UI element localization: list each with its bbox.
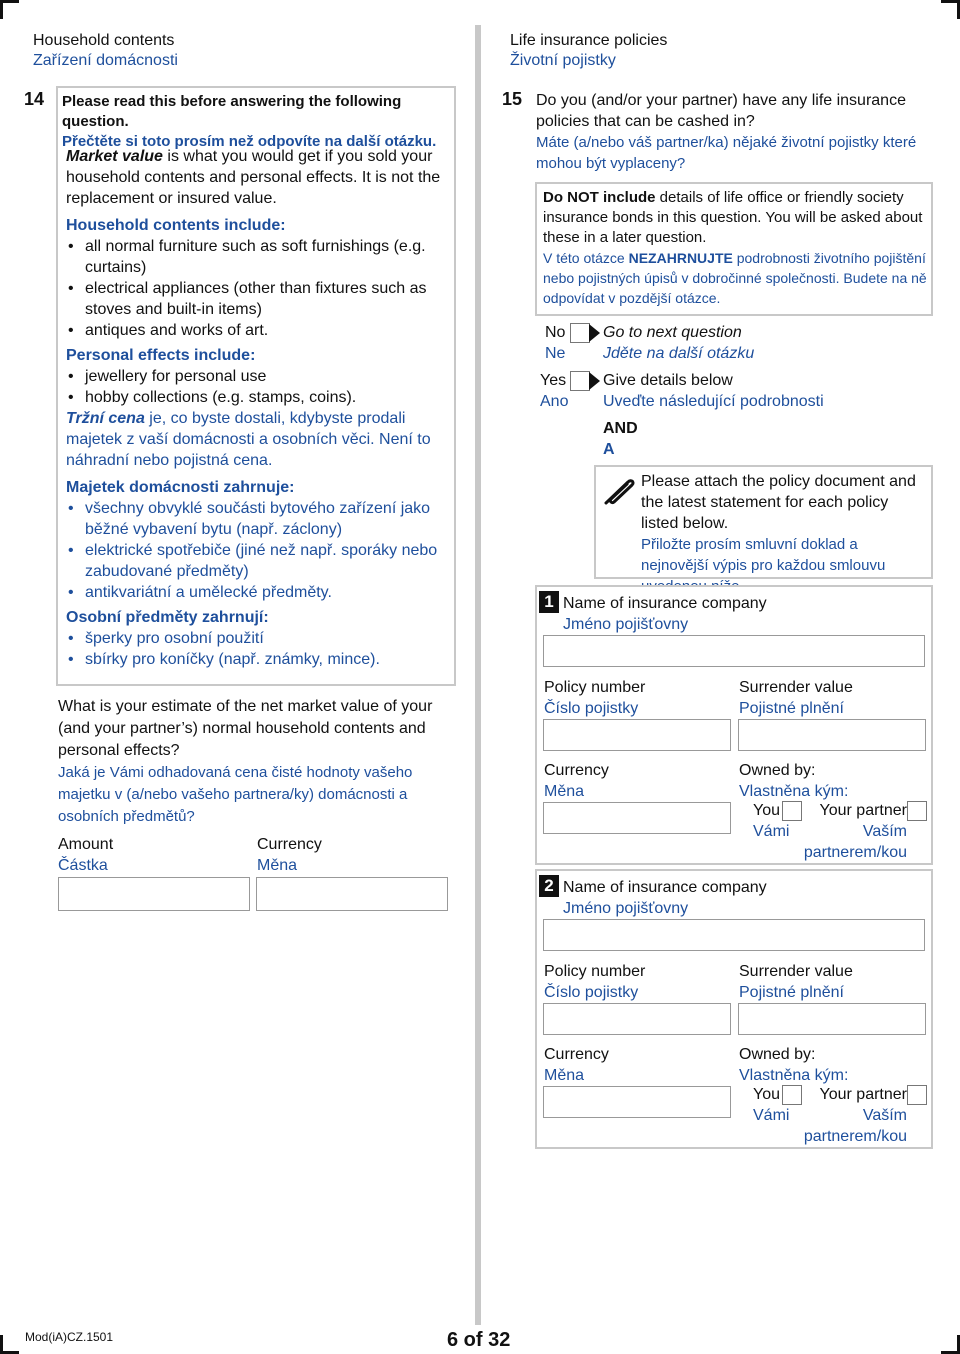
attach-panel: [594, 465, 933, 579]
yes-checkbox[interactable]: [570, 371, 602, 391]
you-label-cz: Vámi: [753, 823, 790, 840]
note-panel-15: [535, 182, 933, 316]
note-text: [543, 188, 927, 248]
info-panel-14: [56, 86, 456, 686]
list-item: • antikvariátní a umělecké předměty.: [66, 582, 446, 603]
note-cz-pre: V této otázce: [543, 250, 629, 266]
column-divider: [475, 25, 481, 1325]
note-bold: Do NOT include: [543, 189, 656, 206]
surrender-value-input[interactable]: [738, 719, 926, 751]
company-label: Name of insurance company: [563, 595, 767, 612]
question-text: What is your estimate of the net market value of your (and your partner’s) normal household contents and personal effects?: [58, 698, 433, 759]
currency-label: Currency: [544, 1046, 609, 1063]
no-action: Go to next question: [603, 324, 742, 341]
no-checkbox[interactable]: [570, 323, 602, 343]
policy-panel-2: [535, 869, 933, 1149]
owned-by-label-cz: Vlastněna kým:: [739, 783, 849, 800]
partner-label-cz-2: partnerem/kou: [803, 1128, 907, 1145]
list-item: • antiques and works of art.: [66, 320, 446, 341]
and-label-cz: A: [603, 441, 615, 458]
question-text-cz: Jaká je Vámi odhadovaná cena čisté hodnoty vašeho majetku v (a/nebo vašeho partnera/ky) domácnosti a osobních předmětů?: [58, 764, 413, 825]
crop-mark-top-right: [941, 0, 960, 19]
note-cz-bold: NEZAHRNUJTE: [628, 250, 733, 266]
market-value-text-cz: [66, 408, 446, 471]
note-rest: details of life office or friendly society insurance bonds in this question. You will be asked about these in a later question.: [543, 189, 923, 246]
paperclip-icon: [602, 477, 638, 507]
partner-label: Your partner: [819, 1086, 907, 1103]
company-input[interactable]: [543, 919, 925, 951]
list-item: • šperky pro osobní použití: [66, 628, 446, 649]
crop-mark-bottom-left: [0, 1335, 19, 1354]
question-text-cz: Máte (a/nebo váš partner/ka) nějaké životní pojistky které mohou být vyplaceny?: [536, 134, 917, 172]
company-input[interactable]: [543, 635, 925, 667]
currency-input[interactable]: [543, 802, 731, 834]
currency-label-cz: Měna: [544, 783, 585, 800]
partner-label-cz: Vaším: [862, 1107, 907, 1124]
currency-label: Currency: [544, 762, 609, 779]
yes-label-cz: Ano: [540, 393, 569, 410]
policy-number-label-cz: Číslo pojistky: [544, 984, 639, 1001]
arrow-right-icon: [589, 324, 600, 342]
list-item: • všechny obvyklé součásti bytového zařízení jako běžné vybavení bytu (např. záclony): [66, 498, 446, 540]
left-section-header: [33, 31, 178, 71]
partner-label-cz: Vaším: [862, 823, 907, 840]
personal-list: [66, 366, 446, 408]
yes-action-cz: Uveďte následující podrobnosti: [603, 393, 824, 410]
policy-number-tag: 2: [539, 875, 559, 897]
question-text: Do you (and/or your partner) have any life insurance policies that can be cashed in?: [536, 92, 906, 130]
note-cz-rest: podrobnosti životního pojištění nebo pojistných úpisů v dobročinné společnosti. Budete na ně odpovídat v pozdější otázce.: [543, 250, 927, 306]
yes-action: Give details below: [603, 372, 733, 389]
household-heading-cz: Majetek domácnosti zahrnuje:: [66, 479, 295, 496]
owned-by-label: Owned by:: [739, 1046, 816, 1063]
arrow-right-icon: [589, 372, 600, 390]
personal-list-cz: [66, 628, 446, 670]
market-value-term-cz: Tržní cena: [66, 410, 145, 427]
note-text-cz: [543, 248, 927, 308]
policy-number-label: Policy number: [544, 963, 646, 980]
currency-label: Currency: [257, 836, 322, 853]
personal-heading: Personal effects include:: [66, 347, 256, 364]
form-code: Mod(iA)CZ.1501: [25, 1330, 114, 1344]
policy-number-input[interactable]: [543, 1003, 731, 1035]
owned-by-label-cz: Vlastněna kým:: [739, 1067, 849, 1084]
market-value-definition-cz: je, co byste dostali, kdybyste prodali majetek z vaší domácnosti a osobních věci. Není to náhradní nebo pojistná cena.: [66, 410, 431, 469]
owned-by-label: Owned by:: [739, 762, 816, 779]
yes-label: Yes: [540, 372, 567, 389]
personal-heading-cz: Osobní předměty zahrnují:: [66, 609, 269, 626]
section-title-cz: Zařízení domácnosti: [33, 52, 178, 69]
list-item: • elektrické spotřebiče (jiné než např. sporáky nebo zabudované předměty): [66, 540, 446, 582]
right-section-header: [510, 31, 667, 71]
crop-mark-bottom-right: [941, 1335, 960, 1354]
company-label: Name of insurance company: [563, 879, 767, 896]
section-title: Household contents: [33, 32, 175, 49]
question-number-15: 15: [502, 89, 523, 109]
you-label: You: [753, 1086, 780, 1103]
page-number: 6 of 32: [447, 1329, 511, 1351]
intro-text: Please read this before answering the following question.: [62, 93, 402, 130]
list-item: • jewellery for personal use: [66, 366, 446, 387]
owned-partner-checkbox[interactable]: [907, 1085, 927, 1105]
company-label-cz: Jméno pojišťovny: [563, 900, 689, 917]
no-action-cz: Jděte na další otázku: [603, 345, 755, 362]
amount-input[interactable]: [58, 877, 250, 911]
intro-text-cz: Přečtěte si toto prosím než odpovíte na další otázku.: [62, 133, 437, 150]
list-item: • hobby collections (e.g. stamps, coins).: [66, 387, 446, 408]
you-label-cz: Vámi: [753, 1107, 790, 1124]
owned-partner-checkbox[interactable]: [907, 801, 927, 821]
household-heading: Household contents include:: [66, 217, 286, 234]
market-value-definition: is what you would get if you sold your household contents and personal effects. It is not the replacement or insured value.: [66, 148, 441, 207]
currency-label-cz: Měna: [257, 857, 298, 874]
policy-number-tag: 1: [539, 591, 559, 613]
partner-label: Your partner: [819, 802, 907, 819]
section-title-cz: Životní pojistky: [510, 52, 616, 69]
surrender-value-label: Surrender value: [739, 679, 853, 696]
list-item: • sbírky pro koníčky (např. známky, mince).: [66, 649, 446, 670]
policy-number-label: Policy number: [544, 679, 646, 696]
and-label: AND: [603, 420, 638, 437]
market-value-text: [66, 146, 446, 209]
you-label: You: [753, 802, 780, 819]
currency-input[interactable]: [256, 877, 448, 911]
policy-number-input[interactable]: [543, 719, 731, 751]
amount-label: Amount: [58, 836, 114, 853]
surrender-value-label-cz: Pojistné plnění: [739, 700, 844, 717]
policy-number-label-cz: Číslo pojistky: [544, 700, 639, 717]
list-item: • electrical appliances (other than fixtures such as stoves and built-in items): [66, 278, 446, 320]
no-label-cz: Ne: [545, 345, 566, 362]
attach-text: Please attach the policy document and the latest statement for each policy listed below.: [641, 473, 916, 532]
surrender-value-label: Surrender value: [739, 963, 853, 980]
surrender-value-input[interactable]: [738, 1003, 926, 1035]
crop-mark-top-left: [0, 0, 19, 19]
currency-label-cz: Měna: [544, 1067, 585, 1084]
no-label: No: [545, 324, 566, 341]
policy-panel-1: [535, 585, 933, 865]
section-title: Life insurance policies: [510, 32, 668, 49]
currency-input[interactable]: [543, 1086, 731, 1118]
amount-label-cz: Částka: [58, 857, 108, 874]
household-list: [66, 236, 446, 341]
attach-text-cz: Přiložte prosím smluvní doklad a nejnovější výpis pro každou smlouvu: [641, 536, 886, 574]
market-value-term: Market value: [66, 148, 163, 165]
household-list-cz: [66, 498, 446, 603]
partner-label-cz-2: partnerem/kou: [803, 844, 907, 861]
company-label-cz: Jméno pojišťovny: [563, 616, 689, 633]
surrender-value-label-cz: Pojistné plnění: [739, 984, 844, 1001]
question-number-14: 14: [24, 89, 45, 109]
list-item: • all normal furniture such as soft furnishings (e.g. curtains): [66, 236, 446, 278]
